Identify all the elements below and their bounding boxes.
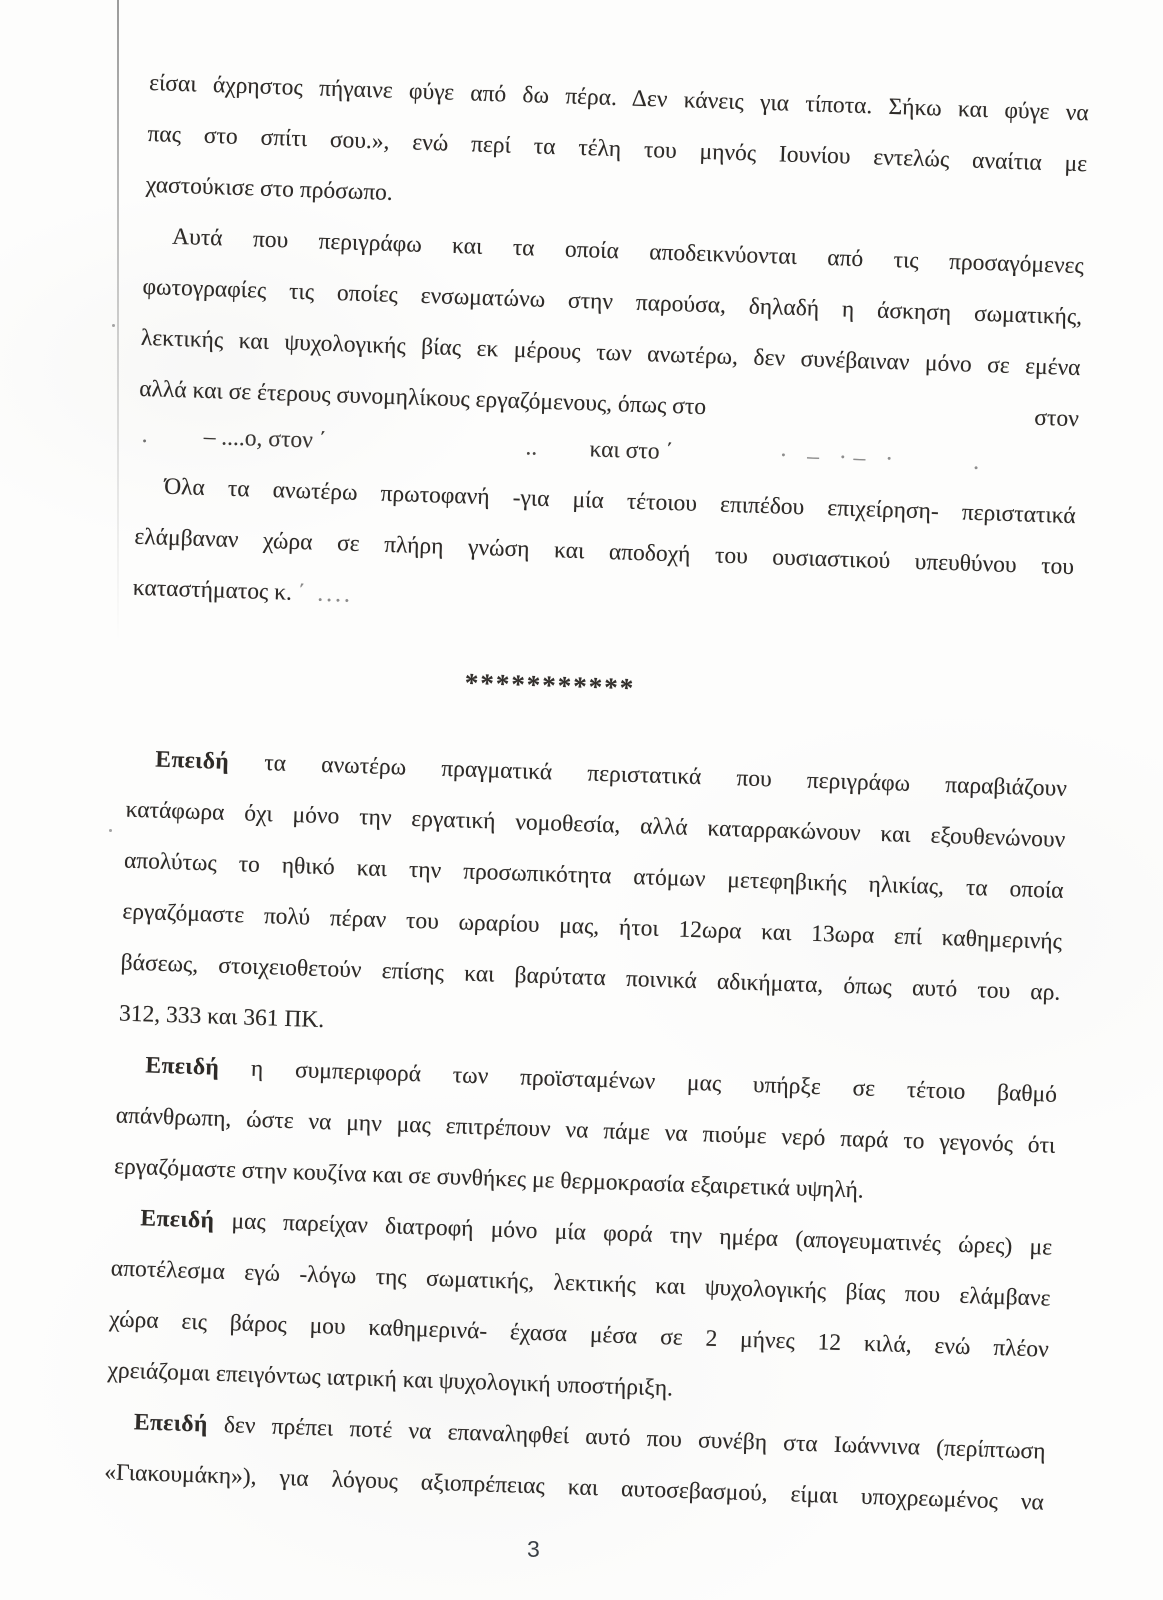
keyword-epeidi: Επειδή [133,1409,209,1438]
text-line: ελάμβαναν χώρα σε πλήρη γνώση και αποδοχή του ουσιαστικού υπευθύνου του [134,523,1075,581]
text-line: αποτέλεσμα εγώ -λόγω της σωματικής, λεκτικής και ψυχολογικής βίας που ελάμβανε [110,1255,1051,1312]
keyword-epeidi: Επειδή [154,746,230,775]
redaction-fragment: και στο ΄ [589,436,674,466]
document-text-block [103,58,1089,1529]
text-line: στον [1033,404,1080,433]
text-line: εργαζόμαστε πολύ πέραν του ωραρίου μας, ήτοι 12ωρα και 13ωρα επί καθημερινής [122,898,1063,955]
text-line: βάσεως, στοιχειοθετούν επίσης και βαρύτατα ποινικά αδικήματα, όπως αυτό του αρ. [120,949,1061,1006]
text-line: είσαι άχρηστος πήγαινε φύγε από δω πέρα. Δεν κάνεις για τίποτα. Σήκω και φύγε να [148,69,1090,127]
keyword-epeidi: Επειδή [140,1205,215,1234]
redaction-fragment: – ....ο, στον ΄ [203,423,327,454]
redaction-fragment: . [972,448,980,475]
scan-artifact-line [117,0,119,640]
text-line: απολύτως το ηθικό και την προσωπικότητα ατόμων μετεφηβικής ηλικίας, τα οποία [123,847,1065,904]
text-line: τα ανωτέρω πραγματικά περιστατικά που περιγράφω παραβιάζουν [228,748,1068,802]
redaction-fragment: ΄ .... [297,580,354,608]
text-line: καταστήματος κ. [132,574,293,606]
text-line: κατάφωρα όχι μόνο την εργατική νομοθεσία, αλλά καταρρακώνουν και εξουθενώνουν [125,796,1066,853]
text-line: 312, 333 και 361 ΠΚ. [118,1000,325,1034]
text-line: απάνθρωπη, ώστε να μην μας επιτρέπουν να πάμε να πιούμε νερό παρά το γεγονός ότι [115,1102,1056,1159]
text-line: πας στο σπίτι σου.», ενώ περί τα τέλη του μηνός Ιουνίου εντελώς αναίτια με [147,120,1088,178]
paragraph-epeidi-labor-law [118,734,1067,1070]
paragraph-continuation [145,58,1089,241]
text-line: χαστούκισε στο πρόσωπο. [145,171,394,206]
text-line: δεν πρέπει ποτέ να επαναληφθεί αυτό που συνέβη στα Ιωάννινα (περίπτωση [207,1411,1046,1465]
scan-speck [112,324,115,327]
text-line: αλλά και σε έτερους συνομηλίκους εργαζόμενους, όπως στο [138,375,707,421]
paragraph-manager-knowledge [132,461,1076,644]
page-number: 3 [527,1536,540,1562]
text-line: η συμπεριφορά των προϊσταμένων μας υπήρξε σε τέτοιο βαθμό [218,1054,1058,1108]
redaction-fragment: . [141,421,149,449]
scan-speck [109,829,112,832]
text-line: χώρα εις βάρος μου καθημερινά- έχασα μέσα σε 2 μήνες 12 κιλά, ενώ πλέον [108,1306,1050,1363]
text-line: λεκτικής και ψυχολογικής βίας εκ μέρους των ανωτέρω, δεν συνέβαιναν μόνο σε εμένα [140,324,1081,382]
redaction-fragment: · – ·– · [779,442,901,473]
text-line: φωτογραφίες τις οποίες ενσωματώνω στην παρούσα, δηλαδή η άσκηση σωματικής, [142,273,1083,331]
text-line: Αυτά που περιγράφω και τα οποία αποδεικνύονται από τις προσαγόμενες [171,223,1085,280]
text-line: «Γιακουμάκη»), για λόγους αξιοπρέπειας και αυτοσεβασμού, είμαι υποχρεωμένος να [103,1459,1045,1516]
asterisk-separator: *********** [464,667,636,703]
text-line: Όλα τα ανωτέρω πρωτοφανή -για μία τέτοιου επιπέδου επιχείρηση- περιστατικά [163,473,1077,530]
text-line: μας παρείχαν διατροφή μόνο μία φορά την ημέρα (απογευματινές ώρες) με [213,1207,1053,1261]
text-line: χρειάζομαι επειγόντως ιατρική και ψυχολογική υποστήριξη. [107,1357,674,1402]
paragraph-epeidi-food-weight-loss [107,1192,1053,1426]
text-line: εργαζόμαστε στην κουζίνα και σε συνθήκες με θερμοκρασία εξαιρετικά υψηλή. [113,1153,865,1204]
redaction-fragment: .. [525,434,538,461]
keyword-epeidi: Επειδή [145,1052,220,1081]
paragraph-photographic-evidence [137,211,1085,491]
paragraph-epeidi-inhumane-behavior [113,1039,1057,1222]
